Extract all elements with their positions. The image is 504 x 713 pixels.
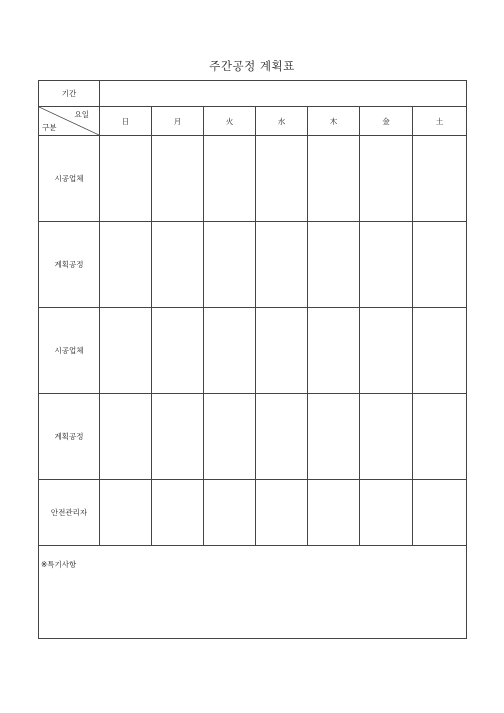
table-row	[39, 222, 467, 308]
day-header-mon: 月	[152, 107, 204, 136]
day-header-fri: 金	[360, 107, 413, 136]
schedule-cell[interactable]	[360, 136, 413, 222]
schedule-cell[interactable]	[100, 480, 152, 546]
schedule-cell[interactable]	[413, 136, 467, 222]
schedule-cell[interactable]	[256, 480, 308, 546]
schedule-cell[interactable]	[413, 308, 467, 394]
schedule-cell[interactable]	[100, 222, 152, 308]
table-row	[39, 136, 467, 222]
row-label-contractor: 시공업체	[39, 136, 100, 222]
schedule-cell[interactable]	[152, 394, 204, 480]
schedule-cell[interactable]	[413, 480, 467, 546]
schedule-cell[interactable]	[100, 136, 152, 222]
document-title: 주간공정 계획표	[209, 59, 295, 73]
header-diagonal-cell	[39, 107, 100, 136]
schedule-cell[interactable]	[308, 308, 360, 394]
schedule-cell[interactable]	[308, 394, 360, 480]
schedule-cell[interactable]	[308, 480, 360, 546]
schedule-cell[interactable]	[308, 136, 360, 222]
schedule-cell[interactable]	[204, 480, 256, 546]
yoil-label: 요일	[74, 110, 89, 119]
schedule-cell[interactable]	[360, 480, 413, 546]
schedule-cell[interactable]	[360, 394, 413, 480]
schedule-cell[interactable]	[100, 308, 152, 394]
schedule-cell[interactable]	[152, 222, 204, 308]
day-header-sun: 日	[100, 107, 152, 136]
row-label-planned-process: 계획공정	[39, 394, 100, 480]
day-header-tue: 火	[204, 107, 256, 136]
period-row	[39, 81, 467, 107]
notes-cell[interactable]	[39, 546, 467, 639]
period-value-cell[interactable]	[100, 81, 467, 107]
schedule-cell[interactable]	[256, 222, 308, 308]
table-row	[39, 480, 467, 546]
notes-label: ※특기사항	[41, 560, 77, 569]
schedule-cell[interactable]	[204, 308, 256, 394]
table-row	[39, 308, 467, 394]
row-label-contractor: 시공업체	[39, 308, 100, 394]
schedule-cell[interactable]	[204, 222, 256, 308]
schedule-cell[interactable]	[152, 480, 204, 546]
schedule-cell[interactable]	[152, 136, 204, 222]
schedule-cell[interactable]	[204, 394, 256, 480]
schedule-cell[interactable]	[360, 308, 413, 394]
row-label-safety-manager: 안전관리자	[39, 480, 100, 546]
schedule-cell[interactable]	[256, 394, 308, 480]
notes-row	[39, 546, 467, 639]
table-row	[39, 394, 467, 480]
day-header-thu: 木	[308, 107, 360, 136]
schedule-cell[interactable]	[256, 308, 308, 394]
weekly-schedule-table	[38, 80, 467, 639]
gubun-label: 구분	[42, 123, 57, 132]
schedule-cell[interactable]	[256, 136, 308, 222]
schedule-cell[interactable]	[308, 222, 360, 308]
schedule-cell[interactable]	[100, 394, 152, 480]
day-header-row	[39, 107, 467, 136]
schedule-cell[interactable]	[152, 308, 204, 394]
period-label: 기간	[39, 81, 100, 107]
schedule-cell[interactable]	[413, 394, 467, 480]
day-header-wed: 水	[256, 107, 308, 136]
schedule-cell[interactable]	[413, 222, 467, 308]
schedule-cell[interactable]	[360, 222, 413, 308]
row-label-planned-process: 계획공정	[39, 222, 100, 308]
schedule-cell[interactable]	[204, 136, 256, 222]
day-header-sat: 土	[413, 107, 467, 136]
